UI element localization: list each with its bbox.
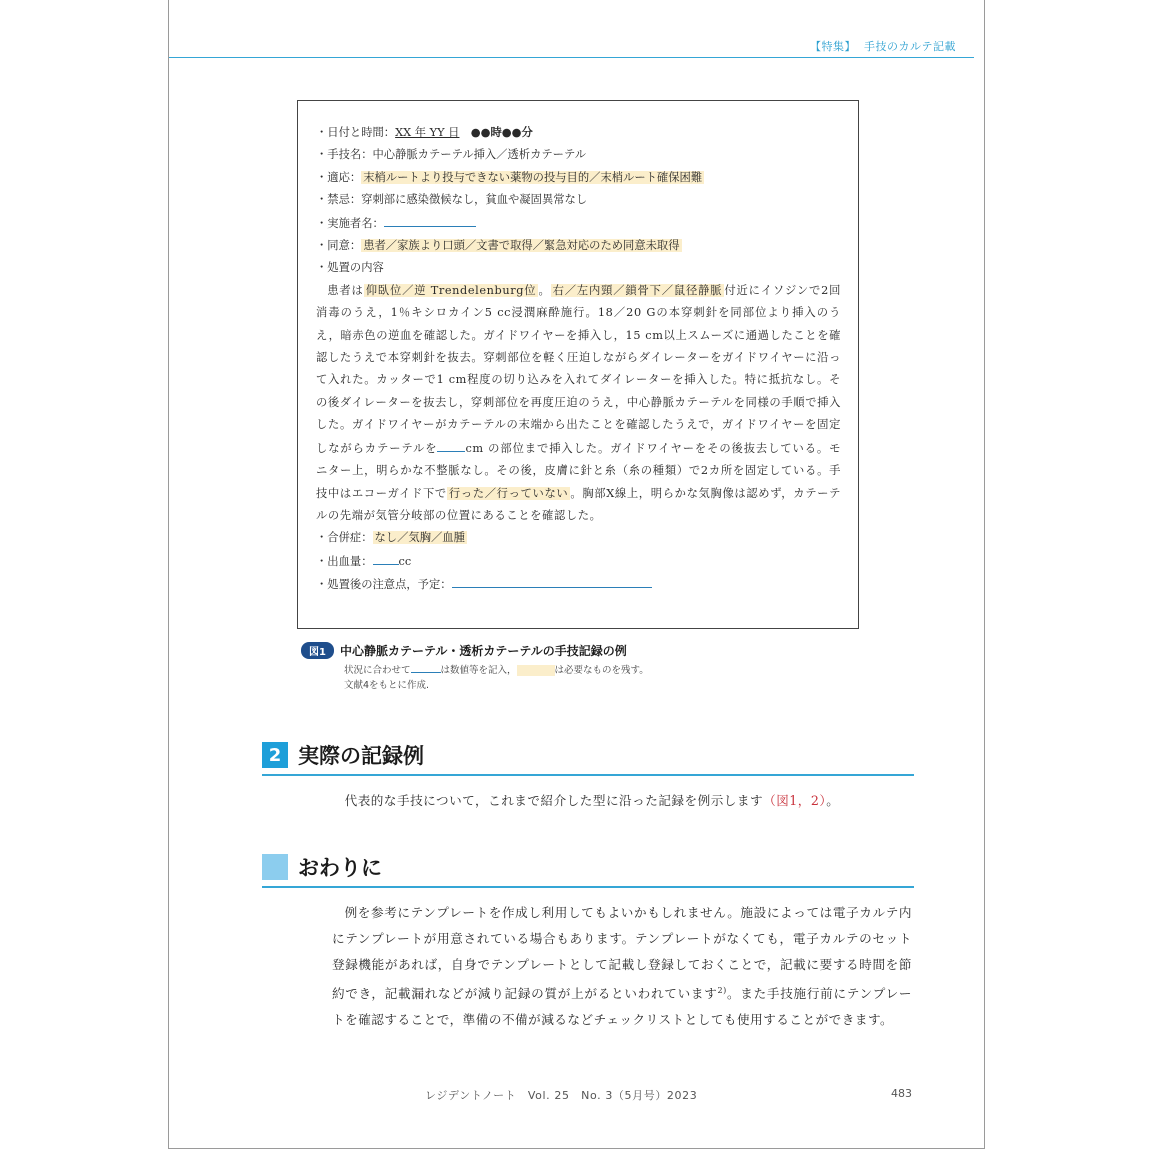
section-2-text bbox=[332, 788, 912, 814]
section-2 bbox=[262, 740, 914, 814]
footer-journal: レジデントノート Vol. 25 No. 3（5月号）2023 bbox=[425, 1089, 698, 1102]
caption-note-text: は数値等を記入， bbox=[440, 665, 517, 676]
procedure-record-form bbox=[297, 100, 859, 629]
section-number-badge: 2 bbox=[262, 742, 288, 768]
section-conclusion bbox=[262, 852, 914, 1033]
conclusion-heading bbox=[262, 852, 914, 882]
conclusion-body-2: 。また手技施行前にテンプレートを確認することで，準備の不備が減るなどチェックリストとしても使用することができます。 bbox=[332, 986, 912, 1028]
bleeding-line bbox=[316, 550, 841, 573]
complication-label: ・合併症： bbox=[316, 531, 373, 545]
post-care-blank bbox=[452, 573, 652, 588]
procedure-content-paragraph bbox=[316, 280, 841, 527]
operator-label: ・実施者名： bbox=[316, 216, 384, 230]
section-2-body: 代表的な手技について，これまで紹介した型に沿った記録を例示します bbox=[344, 793, 764, 808]
post-care-line bbox=[316, 573, 841, 596]
indication-line bbox=[316, 167, 841, 189]
bleeding-label: ・出血量： bbox=[316, 554, 373, 568]
procedure-line: ・手技名：中心静脈カテーテル挿入／透析カテーテル bbox=[316, 148, 586, 162]
depth-blank bbox=[437, 437, 465, 452]
form-content bbox=[316, 121, 841, 597]
complication-line bbox=[316, 527, 841, 549]
caption-title: 中心静脈カテーテル・透析カテーテルの手技記録の例 bbox=[339, 644, 627, 658]
bleeding-unit: cc bbox=[398, 554, 412, 568]
section-2-title: 実際の記録例 bbox=[298, 744, 424, 768]
content-label: ・処置の内容 bbox=[316, 261, 384, 275]
post-care-label: ・処置後の注意点，予定： bbox=[316, 578, 452, 592]
caption-title-row bbox=[301, 640, 861, 659]
header-rule bbox=[169, 57, 974, 58]
echo-options: 行った／行っていない bbox=[448, 486, 569, 500]
section-2-end: 。 bbox=[826, 793, 840, 808]
section-2-heading bbox=[262, 740, 914, 770]
content-text: cm の部位まで挿入した。ガイドワイヤーをその後抜去している。モニター上，明らかな不整脈なし。その後，皮膚に針と糸（糸の種類）で2カ所を固定している。手技中はエコーガイド下で bbox=[316, 441, 842, 500]
figure-badge: 図1 bbox=[301, 642, 334, 659]
datetime-value: XX 年 YY 日 bbox=[395, 126, 460, 139]
datetime-label: ・日付と時間： bbox=[316, 126, 396, 139]
caption-note-text: 状況に合わせて bbox=[344, 665, 411, 676]
datetime-time: ●●時●●分 bbox=[470, 125, 533, 139]
citation-superscript: 2) bbox=[717, 986, 727, 995]
conclusion-rule bbox=[262, 886, 914, 888]
caption-highlight-sample bbox=[517, 665, 555, 676]
running-head bbox=[810, 38, 956, 54]
caption-note-text: は必要なものを残す。 bbox=[554, 665, 649, 676]
caption-source: 文献4をもとに作成. bbox=[344, 680, 430, 691]
figure-caption bbox=[301, 640, 861, 693]
conclusion-text bbox=[332, 900, 912, 1033]
consent-options: 患者／家族より口頭／文書で取得／緊急対応のため同意未取得 bbox=[363, 239, 680, 253]
consent-label: ・同意： bbox=[316, 239, 362, 253]
page-number: 483 bbox=[891, 1087, 912, 1100]
content-text: 。胸部X線上，明らかな気胸像は認めず，カテーテルの先端が気管分岐部の位置にあることを確認した。 bbox=[316, 486, 841, 522]
conclusion-body: 例を参考にテンプレートを作成し利用してもよいかもしれません。施設によっては電子カルテ内にテンプレートが用意されている場合もあります。テンプレートがなくても，電子カルテのセット登録機能があれば，自身でテンプレートとして記載し登録しておくことで，記載に要する時間を節約でき，記載漏れなどが減り記録の質が上がるといわれています bbox=[332, 905, 912, 1002]
running-head-title: 手技のカルテ記載 bbox=[864, 40, 956, 53]
figure-reference: （図1，2） bbox=[763, 793, 827, 808]
indication-label: ・適応： bbox=[316, 170, 362, 184]
section-2-rule bbox=[262, 774, 914, 776]
datetime-line bbox=[316, 121, 841, 144]
complication-options: なし／気胸／血腫 bbox=[374, 531, 465, 545]
position-options: 仰臥位／逆 Trendelenburg位 bbox=[365, 283, 537, 297]
caption-note bbox=[344, 662, 861, 693]
operator-blank bbox=[384, 212, 476, 227]
section-marker bbox=[262, 854, 288, 880]
site-options: 右／左内頸／鎖骨下／鼠径静脈 bbox=[552, 283, 723, 297]
indication-options: 末梢ルートより投与できない薬物の投与目的／末梢ルート確保困難 bbox=[363, 170, 703, 184]
bleeding-blank bbox=[373, 550, 399, 565]
content-text: 。 bbox=[538, 283, 551, 297]
contraindication-line: ・禁忌：穿刺部に感染徴候なし，貧血や凝固異常なし bbox=[316, 193, 588, 207]
consent-line bbox=[316, 235, 841, 257]
caption-blank-sample bbox=[411, 662, 441, 673]
page bbox=[168, 0, 985, 1149]
content-text: 付近にイソジンで2回消毒のうえ，1％キシロカイン5 cc浸潤麻酔施行。18／20 Gの本穿刺針を同部位より挿入のうえ，暗赤色の逆血を確認した。ガイドワイヤーを挿入し，15 cm以上スムーズに通過したことを確認したうえで本穿刺針を抜去。穿刺部位を軽く圧迫しながらダイレーターをガイドワイヤーに沿って入れた。カッターで1 cm程度の切り込みを入れてダイレーターを挿入した。特に抵抗なし。その後ダイレーターを抜去し，穿刺部位を再度圧迫のうえ，中心静脈カテーテルを同様の手順で挿入した。ガイドワイヤーがカテーテルの末端から出たことを確認したうえで，ガイドワイヤーを固定しながらカテーテルを bbox=[316, 283, 842, 455]
content-text: 患者は bbox=[327, 283, 364, 297]
running-head-tag: 【特集】 bbox=[810, 40, 856, 53]
conclusion-title: おわりに bbox=[298, 856, 382, 880]
operator-line bbox=[316, 212, 841, 235]
